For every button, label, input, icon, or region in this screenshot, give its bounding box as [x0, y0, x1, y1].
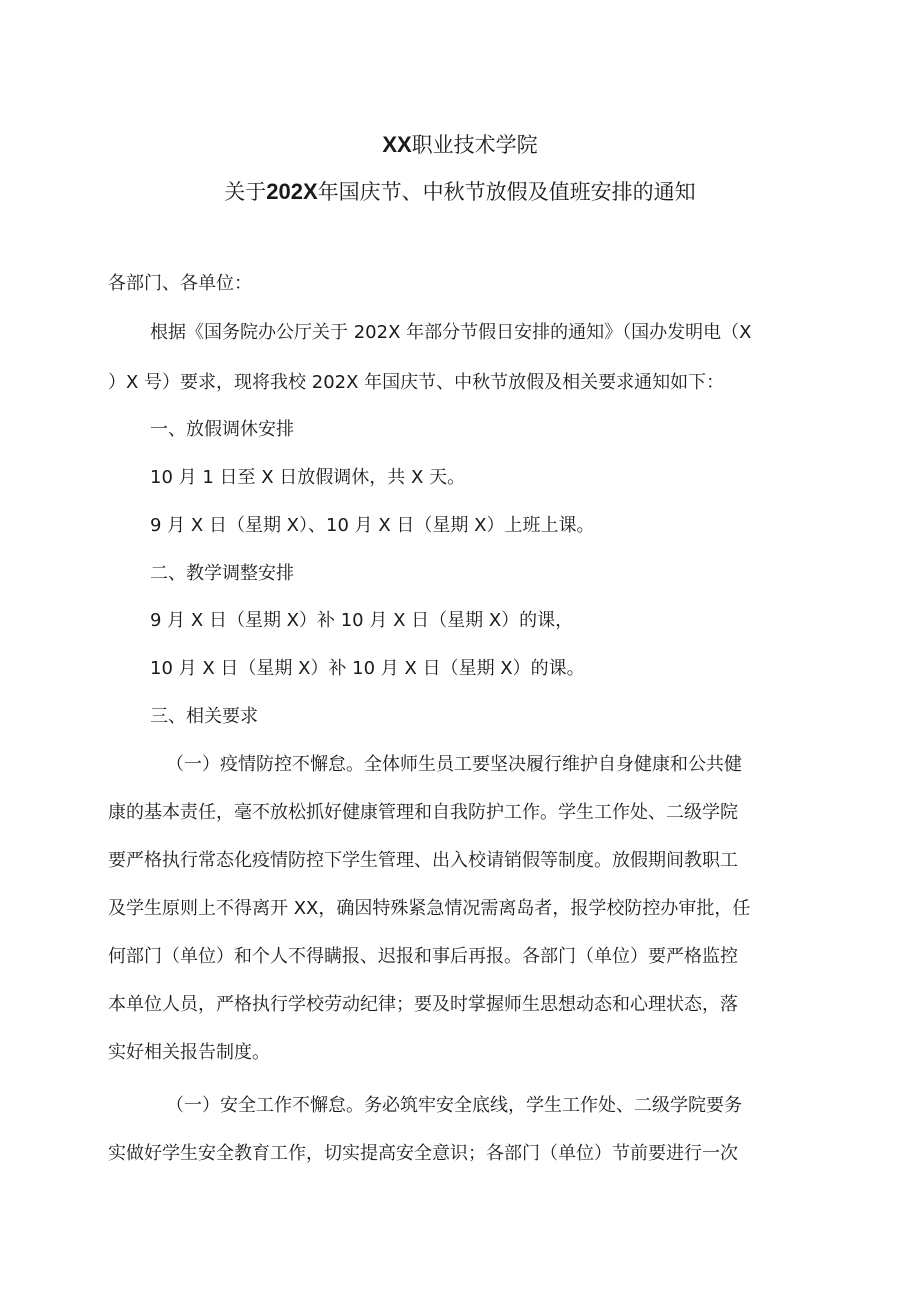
document-subtitle	[0, 178, 920, 206]
title-prefix: XX	[382, 132, 412, 157]
salutation: 各部门、各单位：	[108, 273, 252, 294]
intro-line-1: 根据《国务院办公厅关于 202X 年部分节假日安排的通知》（国办发明电（X	[150, 322, 752, 343]
subtitle-year: 202X	[266, 179, 318, 204]
req1-line-1: （一）疫情防控不懈怠。全体师生员工要坚决履行维护自身健康和公共健	[166, 754, 742, 775]
section1-line-1: 10 月 1 日至 X 日放假调休，共 X 天。	[150, 467, 466, 488]
title-org: 职业技术学院	[411, 133, 538, 157]
section-heading-3: 三、相关要求	[150, 706, 258, 727]
req1-line-5: 何部门（单位）和个人不得瞒报、迟报和事后再报。各部门（单位）要严格监控	[108, 946, 738, 967]
req2-line-2: 实做好学生安全教育工作，切实提高安全意识；各部门（单位）节前要进行一次	[108, 1143, 738, 1164]
req1-line-4: 及学生原则上不得离开 XX，确因特殊紧急情况需离岛者，报学校防控办审批，任	[108, 898, 751, 919]
req2-line-1: （一）安全工作不懈怠。务必筑牢安全底线，学生工作处、二级学院要务	[166, 1095, 742, 1116]
section-heading-2: 二、教学调整安排	[150, 563, 294, 584]
section1-line-2: 9 月 X 日（星期 X）、10 月 X 日（星期 X）上班上课。	[150, 515, 595, 536]
section-heading-1: 一、放假调休安排	[150, 419, 294, 440]
req1-line-6: 本单位人员，严格执行学校劳动纪律；要及时掌握师生思想动态和心理状态，落	[108, 994, 738, 1015]
req1-line-3: 要严格执行常态化疫情防控下学生管理、出入校请销假等制度。放假期间教职工	[108, 850, 738, 871]
intro-line-2: ）X 号）要求，现将我校 202X 年国庆节、中秋节放假及相关要求通知如下：	[108, 372, 725, 393]
section2-line-1: 9 月 X 日（星期 X）补 10 月 X 日（星期 X）的课，	[150, 610, 574, 631]
req1-line-7: 实好相关报告制度。	[108, 1042, 270, 1063]
document-title	[0, 131, 920, 159]
subtitle-pre: 关于	[224, 180, 267, 204]
section2-line-2: 10 月 X 日（星期 X）补 10 月 X 日（星期 X）的课。	[150, 658, 585, 679]
subtitle-post: 年国庆节、中秋节放假及值班安排的通知	[317, 180, 696, 204]
req1-line-2: 康的基本责任，毫不放松抓好健康管理和自我防护工作。学生工作处、二级学院	[108, 802, 738, 823]
